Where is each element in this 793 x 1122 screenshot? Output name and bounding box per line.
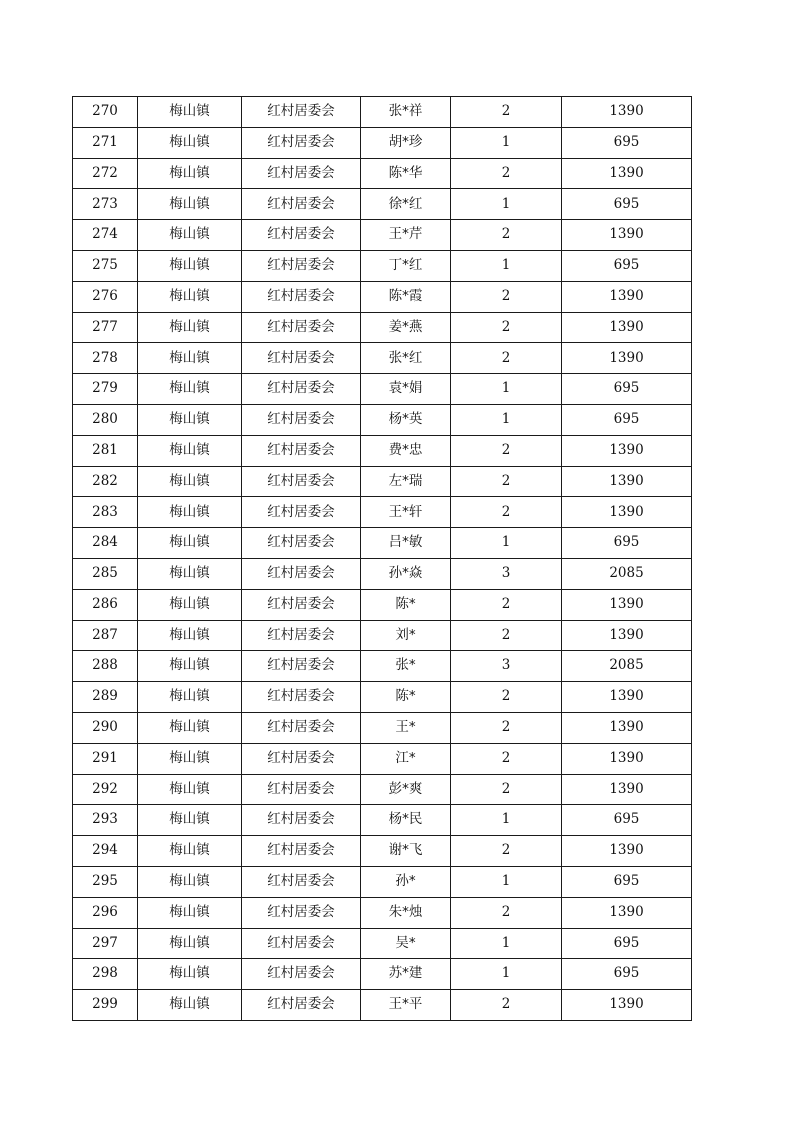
name-cell: 陈* [361,682,451,713]
amount-cell: 1390 [562,897,692,928]
name-cell: 陈*华 [361,158,451,189]
amount-cell: 1390 [562,836,692,867]
household-count-cell: 1 [451,866,562,897]
name-cell: 吕*敏 [361,528,451,559]
name-cell: 刘* [361,620,451,651]
town-cell: 梅山镇 [138,250,242,281]
committee-cell: 红村居委会 [242,127,361,158]
committee-cell: 红村居委会 [242,189,361,220]
amount-cell: 1390 [562,97,692,128]
name-cell: 王*平 [361,990,451,1021]
table-row [73,682,692,713]
row-number-cell: 295 [73,866,138,897]
town-cell: 梅山镇 [138,682,242,713]
table-row [73,589,692,620]
committee-cell: 红村居委会 [242,374,361,405]
row-number-cell: 278 [73,343,138,374]
amount-cell: 695 [562,805,692,836]
table-row [73,866,692,897]
row-number-cell: 271 [73,127,138,158]
town-cell: 梅山镇 [138,281,242,312]
household-count-cell: 2 [451,497,562,528]
amount-cell: 695 [562,866,692,897]
table-row [73,466,692,497]
household-count-cell: 1 [451,374,562,405]
name-cell: 王* [361,712,451,743]
household-count-cell: 2 [451,158,562,189]
town-cell: 梅山镇 [138,589,242,620]
amount-cell: 695 [562,374,692,405]
household-count-cell: 2 [451,281,562,312]
row-number-cell: 270 [73,97,138,128]
town-cell: 梅山镇 [138,620,242,651]
household-count-cell: 3 [451,651,562,682]
name-cell: 江* [361,743,451,774]
amount-cell: 1390 [562,343,692,374]
name-cell: 丁*红 [361,250,451,281]
amount-cell: 1390 [562,435,692,466]
table-row [73,712,692,743]
household-count-cell: 2 [451,466,562,497]
committee-cell: 红村居委会 [242,220,361,251]
amount-cell: 695 [562,404,692,435]
town-cell: 梅山镇 [138,528,242,559]
household-count-cell: 2 [451,743,562,774]
committee-cell: 红村居委会 [242,836,361,867]
amount-cell: 2085 [562,651,692,682]
amount-cell: 1390 [562,281,692,312]
row-number-cell: 286 [73,589,138,620]
household-table [72,96,692,1021]
household-count-cell: 2 [451,990,562,1021]
committee-cell: 红村居委会 [242,712,361,743]
row-number-cell: 272 [73,158,138,189]
town-cell: 梅山镇 [138,651,242,682]
table-row [73,250,692,281]
household-count-cell: 2 [451,774,562,805]
table-row [73,497,692,528]
name-cell: 王*轩 [361,497,451,528]
table-body [73,97,692,1021]
name-cell: 姜*燕 [361,312,451,343]
amount-cell: 1390 [562,774,692,805]
amount-cell: 695 [562,928,692,959]
table-row [73,651,692,682]
row-number-cell: 289 [73,682,138,713]
town-cell: 梅山镇 [138,866,242,897]
household-count-cell: 1 [451,127,562,158]
row-number-cell: 276 [73,281,138,312]
amount-cell: 695 [562,528,692,559]
table-row [73,990,692,1021]
household-count-cell: 1 [451,928,562,959]
table-row [73,312,692,343]
table-row [73,158,692,189]
town-cell: 梅山镇 [138,189,242,220]
household-count-cell: 2 [451,435,562,466]
name-cell: 孙* [361,866,451,897]
household-count-cell: 1 [451,189,562,220]
committee-cell: 红村居委会 [242,866,361,897]
name-cell: 朱*烛 [361,897,451,928]
name-cell: 费*忠 [361,435,451,466]
row-number-cell: 298 [73,959,138,990]
committee-cell: 红村居委会 [242,928,361,959]
row-number-cell: 275 [73,250,138,281]
town-cell: 梅山镇 [138,990,242,1021]
committee-cell: 红村居委会 [242,528,361,559]
amount-cell: 1390 [562,158,692,189]
name-cell: 谢*飞 [361,836,451,867]
committee-cell: 红村居委会 [242,343,361,374]
table-row [73,189,692,220]
row-number-cell: 296 [73,897,138,928]
amount-cell: 1390 [562,466,692,497]
committee-cell: 红村居委会 [242,774,361,805]
name-cell: 陈*霞 [361,281,451,312]
row-number-cell: 279 [73,374,138,405]
table-row [73,897,692,928]
table-row [73,404,692,435]
table-row [73,374,692,405]
town-cell: 梅山镇 [138,497,242,528]
name-cell: 吴* [361,928,451,959]
row-number-cell: 297 [73,928,138,959]
committee-cell: 红村居委会 [242,743,361,774]
name-cell: 杨*民 [361,805,451,836]
household-count-cell: 2 [451,620,562,651]
committee-cell: 红村居委会 [242,281,361,312]
row-number-cell: 294 [73,836,138,867]
household-count-cell: 1 [451,250,562,281]
committee-cell: 红村居委会 [242,959,361,990]
row-number-cell: 293 [73,805,138,836]
town-cell: 梅山镇 [138,743,242,774]
table-row [73,281,692,312]
committee-cell: 红村居委会 [242,682,361,713]
table-row [73,343,692,374]
table-row [73,928,692,959]
table-row [73,220,692,251]
town-cell: 梅山镇 [138,805,242,836]
household-count-cell: 1 [451,959,562,990]
town-cell: 梅山镇 [138,343,242,374]
household-count-cell: 2 [451,836,562,867]
household-count-cell: 2 [451,97,562,128]
row-number-cell: 285 [73,558,138,589]
town-cell: 梅山镇 [138,220,242,251]
town-cell: 梅山镇 [138,712,242,743]
table-row [73,620,692,651]
household-count-cell: 3 [451,558,562,589]
town-cell: 梅山镇 [138,158,242,189]
town-cell: 梅山镇 [138,97,242,128]
household-count-cell: 1 [451,404,562,435]
town-cell: 梅山镇 [138,435,242,466]
amount-cell: 1390 [562,497,692,528]
amount-cell: 695 [562,250,692,281]
town-cell: 梅山镇 [138,466,242,497]
household-count-cell: 2 [451,589,562,620]
committee-cell: 红村居委会 [242,250,361,281]
row-number-cell: 290 [73,712,138,743]
amount-cell: 1390 [562,312,692,343]
town-cell: 梅山镇 [138,836,242,867]
town-cell: 梅山镇 [138,774,242,805]
committee-cell: 红村居委会 [242,404,361,435]
household-count-cell: 2 [451,897,562,928]
row-number-cell: 283 [73,497,138,528]
amount-cell: 1390 [562,220,692,251]
town-cell: 梅山镇 [138,959,242,990]
row-number-cell: 299 [73,990,138,1021]
household-count-cell: 2 [451,682,562,713]
committee-cell: 红村居委会 [242,805,361,836]
row-number-cell: 277 [73,312,138,343]
table-row [73,435,692,466]
household-count-cell: 2 [451,343,562,374]
committee-cell: 红村居委会 [242,158,361,189]
committee-cell: 红村居委会 [242,897,361,928]
name-cell: 胡*珍 [361,127,451,158]
household-count-cell: 1 [451,805,562,836]
committee-cell: 红村居委会 [242,651,361,682]
row-number-cell: 284 [73,528,138,559]
table-row [73,774,692,805]
row-number-cell: 274 [73,220,138,251]
amount-cell: 1390 [562,712,692,743]
amount-cell: 1390 [562,682,692,713]
name-cell: 孙*焱 [361,558,451,589]
name-cell: 袁*娟 [361,374,451,405]
name-cell: 张*祥 [361,97,451,128]
town-cell: 梅山镇 [138,897,242,928]
committee-cell: 红村居委会 [242,990,361,1021]
name-cell: 王*芹 [361,220,451,251]
name-cell: 陈* [361,589,451,620]
committee-cell: 红村居委会 [242,466,361,497]
amount-cell: 1390 [562,589,692,620]
amount-cell: 2085 [562,558,692,589]
amount-cell: 1390 [562,620,692,651]
row-number-cell: 282 [73,466,138,497]
name-cell: 徐*红 [361,189,451,220]
table-row [73,558,692,589]
town-cell: 梅山镇 [138,312,242,343]
name-cell: 苏*建 [361,959,451,990]
table-row [73,127,692,158]
table-row [73,959,692,990]
committee-cell: 红村居委会 [242,620,361,651]
row-number-cell: 291 [73,743,138,774]
amount-cell: 1390 [562,743,692,774]
amount-cell: 695 [562,959,692,990]
committee-cell: 红村居委会 [242,497,361,528]
town-cell: 梅山镇 [138,127,242,158]
table-row [73,805,692,836]
amount-cell: 695 [562,189,692,220]
table-row [73,528,692,559]
name-cell: 杨*英 [361,404,451,435]
town-cell: 梅山镇 [138,404,242,435]
name-cell: 彭*爽 [361,774,451,805]
household-count-cell: 1 [451,528,562,559]
household-count-cell: 2 [451,712,562,743]
row-number-cell: 273 [73,189,138,220]
row-number-cell: 288 [73,651,138,682]
table-row [73,97,692,128]
committee-cell: 红村居委会 [242,97,361,128]
table-row [73,743,692,774]
row-number-cell: 287 [73,620,138,651]
town-cell: 梅山镇 [138,558,242,589]
table-row [73,836,692,867]
name-cell: 张* [361,651,451,682]
committee-cell: 红村居委会 [242,558,361,589]
household-count-cell: 2 [451,220,562,251]
committee-cell: 红村居委会 [242,435,361,466]
name-cell: 左*瑞 [361,466,451,497]
town-cell: 梅山镇 [138,374,242,405]
row-number-cell: 281 [73,435,138,466]
row-number-cell: 280 [73,404,138,435]
household-count-cell: 2 [451,312,562,343]
town-cell: 梅山镇 [138,928,242,959]
row-number-cell: 292 [73,774,138,805]
name-cell: 张*红 [361,343,451,374]
amount-cell: 1390 [562,990,692,1021]
committee-cell: 红村居委会 [242,312,361,343]
committee-cell: 红村居委会 [242,589,361,620]
amount-cell: 695 [562,127,692,158]
